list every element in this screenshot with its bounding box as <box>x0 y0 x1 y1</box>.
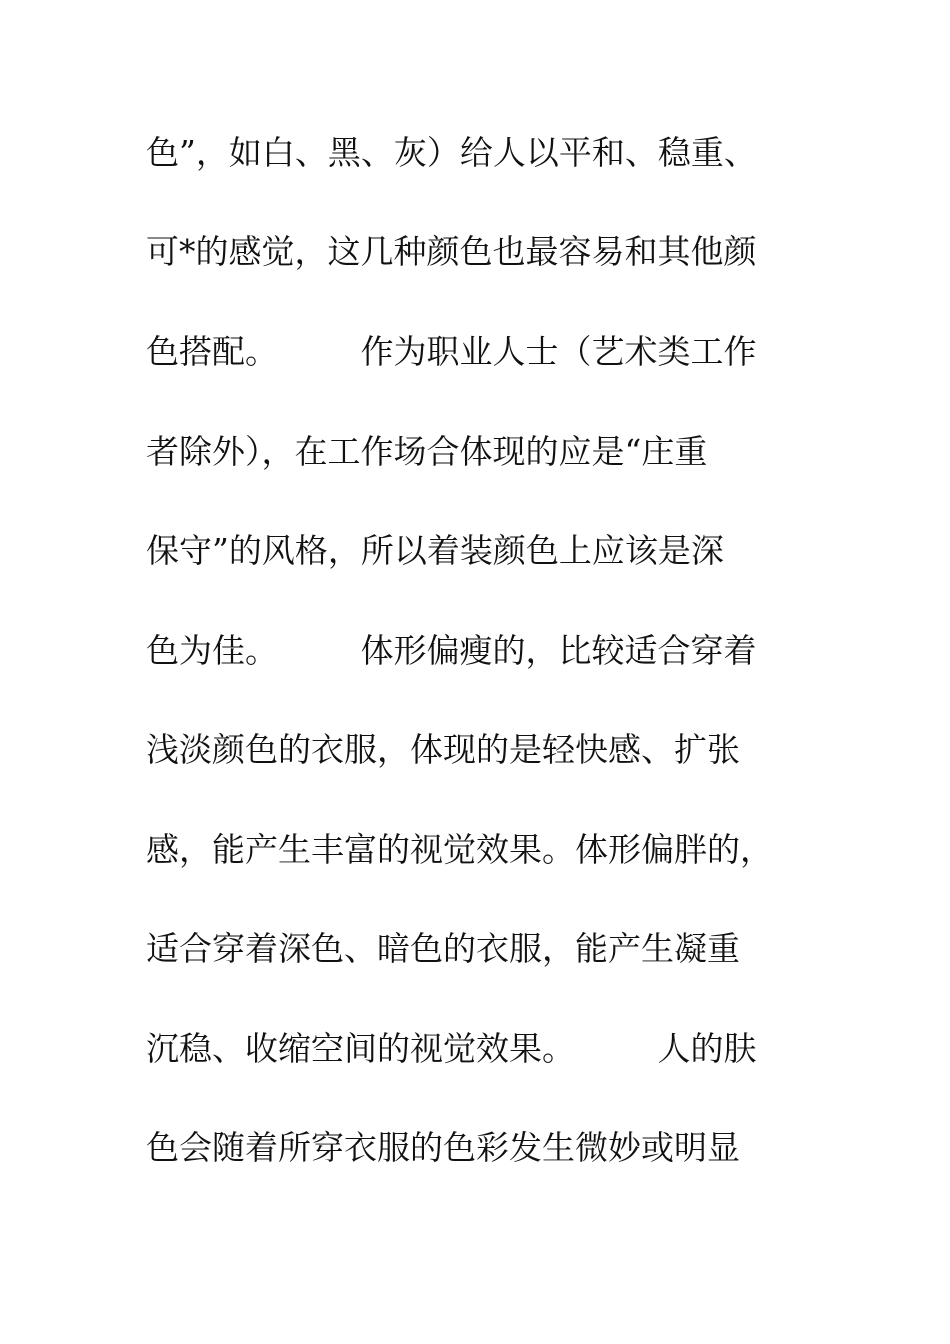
text-line-5: 保守”的风格，所以着装颜色上应该是深 <box>146 531 724 570</box>
text-line-1: 色”，如白、黑、灰）给人以平和、稳重、 <box>146 133 757 172</box>
text-line-6: 色为佳。 体形偏瘦的，比较适合穿着 <box>146 631 757 670</box>
text-line-7: 浅淡颜色的衣服，体现的是轻快感、扩张 <box>146 730 740 769</box>
text-line-10: 沉稳、收缩空间的视觉效果。 人的肤 <box>146 1029 757 1068</box>
text-line-2: 可*的感觉，这几种颜色也最容易和其他颜 <box>146 232 757 271</box>
text-line-3: 色搭配。 作为职业人士（艺术类工作 <box>146 332 757 371</box>
text-line-8: 感，能产生丰富的视觉效果。体形偏胖的， <box>146 830 773 869</box>
text-line-4: 者除外），在工作场合体现的应是“庄重 <box>146 432 708 471</box>
text-line-11: 色会随着所穿衣服的色彩发生微妙或明显 <box>146 1128 740 1167</box>
text-line-9: 适合穿着深色、暗色的衣服，能产生凝重 <box>146 929 740 968</box>
